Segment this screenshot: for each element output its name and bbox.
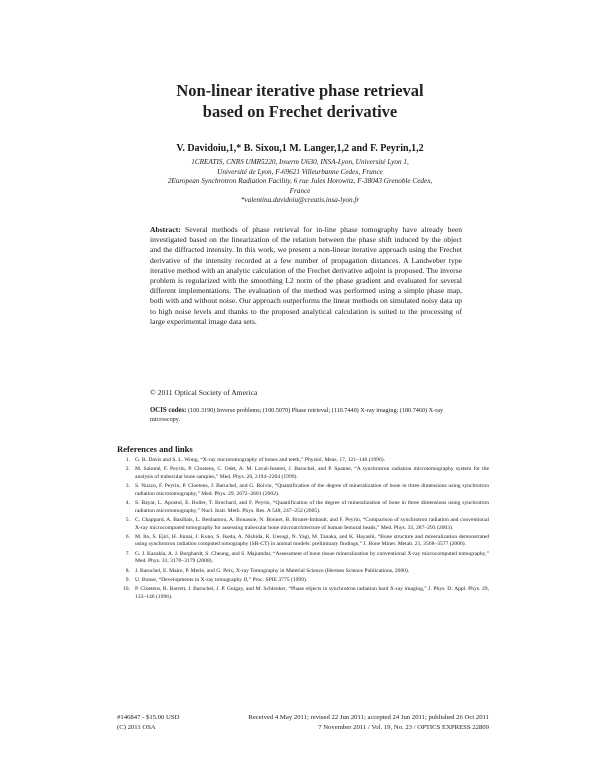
reference-number: 7. bbox=[125, 550, 130, 557]
reference-number: 10. bbox=[123, 586, 130, 593]
abstract-text: Several methods of phase retrieval for in-line phase tomography have already been investigated based on the linearization of the relation between the phase shift induced by the object and the diffracted intensity. In this work, we present a non-linear iterative approach using the Frechet derivative of the intensity recorded at a few number of propagation distances. A Landweber type iterative method with an analytic calculation of the Frechet derivative adjoint is proposed. The inverse problem is regularized with the smoothing L2 norm of the phase gradient and evaluated for several different implementations. The evaluation of the method was performed using a simple phase map, both with and without noise. Our approach outperforms the linear methods on simulated noisy data up to high noise levels and thanks to the proposed analytical calculation is suited to the processing of large experimental image data sets. bbox=[150, 225, 462, 326]
affiliations bbox=[130, 158, 470, 206]
reference-number: 8. bbox=[125, 567, 130, 574]
reference-text: U. Bonse, “Developments in X-ray tomography II,” Proc. SPIE 3775 (1999). bbox=[135, 576, 308, 583]
reference-text: G. J. Kazakia, A. J. Burghardt, S. Cheung, and S. Majumdar, “Assessment of bone tissue mineralization by conventional X-ray microcomputed tomography,” Med. Phys. 33, 3170–3179 (2008). bbox=[135, 550, 489, 565]
reference-number: 6. bbox=[125, 533, 130, 540]
affiliation-line: France bbox=[289, 186, 311, 195]
reference-item bbox=[117, 500, 489, 515]
affiliation-line: Université de Lyon, F-69621 Villeurbanne Cedex, France bbox=[217, 167, 383, 176]
reference-number: 9. bbox=[125, 576, 130, 583]
reference-number: 5. bbox=[125, 516, 130, 523]
reference-number: 3. bbox=[125, 483, 130, 490]
reference-text: C. Chappard, A. Basillais, L. Benhamou, A. Bonassie, N. Bonnet, B. Brunet-Imbault, and F. Peyrin, “Comparison of synchrotron radiation and conventional X-ray microcomputed tomography for assessing trabecular bone microarchitecture of human femoral heads,” Med. Phys. 33, 287–293 (2003). bbox=[135, 516, 489, 531]
reference-item bbox=[117, 586, 489, 601]
ocis-text: (100.3190) Inverse problems; (100.5070) Phase retrieval; (110.7440) X-ray imaging; (180.7460) X-ray microscopy. bbox=[150, 407, 444, 423]
reference-item bbox=[117, 466, 489, 481]
paper-title bbox=[90, 80, 510, 122]
footer-journal: 7 November 2011 / Vol. 19, No. 23 / OPTICS EXPRESS 22809 bbox=[318, 724, 489, 731]
reference-text: J. Baruchel, E. Maire, P. Merle, and G. Peix, X-ray Tomography in Material Science (Hermes Science Publications, 2000). bbox=[135, 567, 410, 574]
copyright-notice: © 2011 Optical Society of America bbox=[150, 388, 258, 397]
title-line-2: based on Frechet derivative bbox=[202, 102, 398, 121]
footer-dates: Received 4 May 2011; revised 22 Jun 2011; accepted 24 Jun 2011; published 26 Oct 2011 bbox=[248, 714, 489, 721]
reference-text: S. Bayat, L. Apostol, E. Boller, T. Brochard, and F. Peyrin, “Quantification of the degree of mineralization of bone in three dimensions using synchrotron radiation microtomography,” Nucl. Instr. Meth. Phys. Res. A 548, 247–252 (2005). bbox=[135, 500, 489, 514]
affiliation-line: 2European Synchrotron Radiation Facility, 6 rue Jules Horowitz, F-38043 Grenoble Cedex, bbox=[167, 177, 433, 186]
reference-item bbox=[117, 551, 489, 566]
author-list: V. Davidoiu,1,* B. Sixou,1 M. Langer,1,2 and F. Peyrin,1,2 bbox=[176, 143, 424, 154]
footer-row-2 bbox=[117, 724, 489, 731]
reference-item bbox=[117, 568, 489, 576]
reference-item bbox=[117, 457, 489, 465]
reference-number: 1. bbox=[125, 457, 130, 463]
reference-text: M. Salomé, F. Peyrin, P. Cloetens, C. Odet, A. M. Laval-Jeantet, J. Baruchel, and P. Spanne, “A synchrotron radiation microtomography system for the analysis of trabecular bone samples,” Med. Phys. 26, 2194–2204 (1999). bbox=[135, 466, 489, 480]
abstract-label: Abstract: bbox=[150, 225, 181, 234]
ocis-label: OCIS codes: bbox=[150, 407, 187, 414]
footer-row-1 bbox=[117, 714, 489, 721]
reference-item bbox=[117, 577, 489, 585]
reference-number: 2. bbox=[125, 466, 130, 473]
affiliation-line: 1CREATIS, CNRS UMR5220, Inserm U630, INSA-Lyon, Université Lyon 1, bbox=[191, 158, 409, 166]
reference-text: S. Nuzzo, F. Peyrin, P. Cloetens, J. Baruchel, and G. Boivin, “Quantification of the degree of mineralization of bone in three dimensions using synchrotron radiation microtomography,” Med. Phys. 29, 2672–2681 (2002). bbox=[135, 483, 489, 497]
abstract bbox=[150, 225, 462, 327]
author-email: *valentina.davidoiu@creatis.insa-lyon.fr bbox=[240, 196, 360, 205]
references-heading: References and links bbox=[117, 444, 193, 454]
reference-text: P. Cloetens, R. Barrett, J. Baruchel, J. P. Guigay, and M. Schlenker, “Phase objects in synchrotron radiation hard X-ray imaging,” J. Phys. D: Appl. Phys. 29, 133–146 (1996). bbox=[135, 586, 489, 600]
title-line-1: Non-linear iterative phase retrieval bbox=[176, 81, 424, 100]
reference-item bbox=[117, 517, 489, 532]
reference-item bbox=[117, 483, 489, 498]
reference-list bbox=[117, 457, 489, 603]
reference-item bbox=[117, 534, 489, 549]
reference-number: 4. bbox=[125, 500, 130, 507]
reference-text: G. R. Davis and S. L. Wong, “X-ray microtomography of bones and teeth,” Physiol. Meas. 17, 121–146 (1996). bbox=[135, 457, 386, 463]
footer-article-id: #146847 - $15.00 USD bbox=[117, 714, 180, 721]
reference-text: M. Ito, S. Ejiri, H. Jinnai, J. Kono, S. Ikeda, A. Nishida, K. Uesugi, N. Yagi, M. Tanaka, and K. Hayashi, “Bone structure and mineralization demonstrated using synchrotron radiation computed tomography (SR-CT) in animal models: preliminary findings,” J. Bone Miner. Metab. 21, 3568–3577 (2006). bbox=[135, 533, 489, 548]
ocis-codes bbox=[150, 407, 462, 424]
footer-osa: (C) 2011 OSA bbox=[117, 724, 156, 731]
